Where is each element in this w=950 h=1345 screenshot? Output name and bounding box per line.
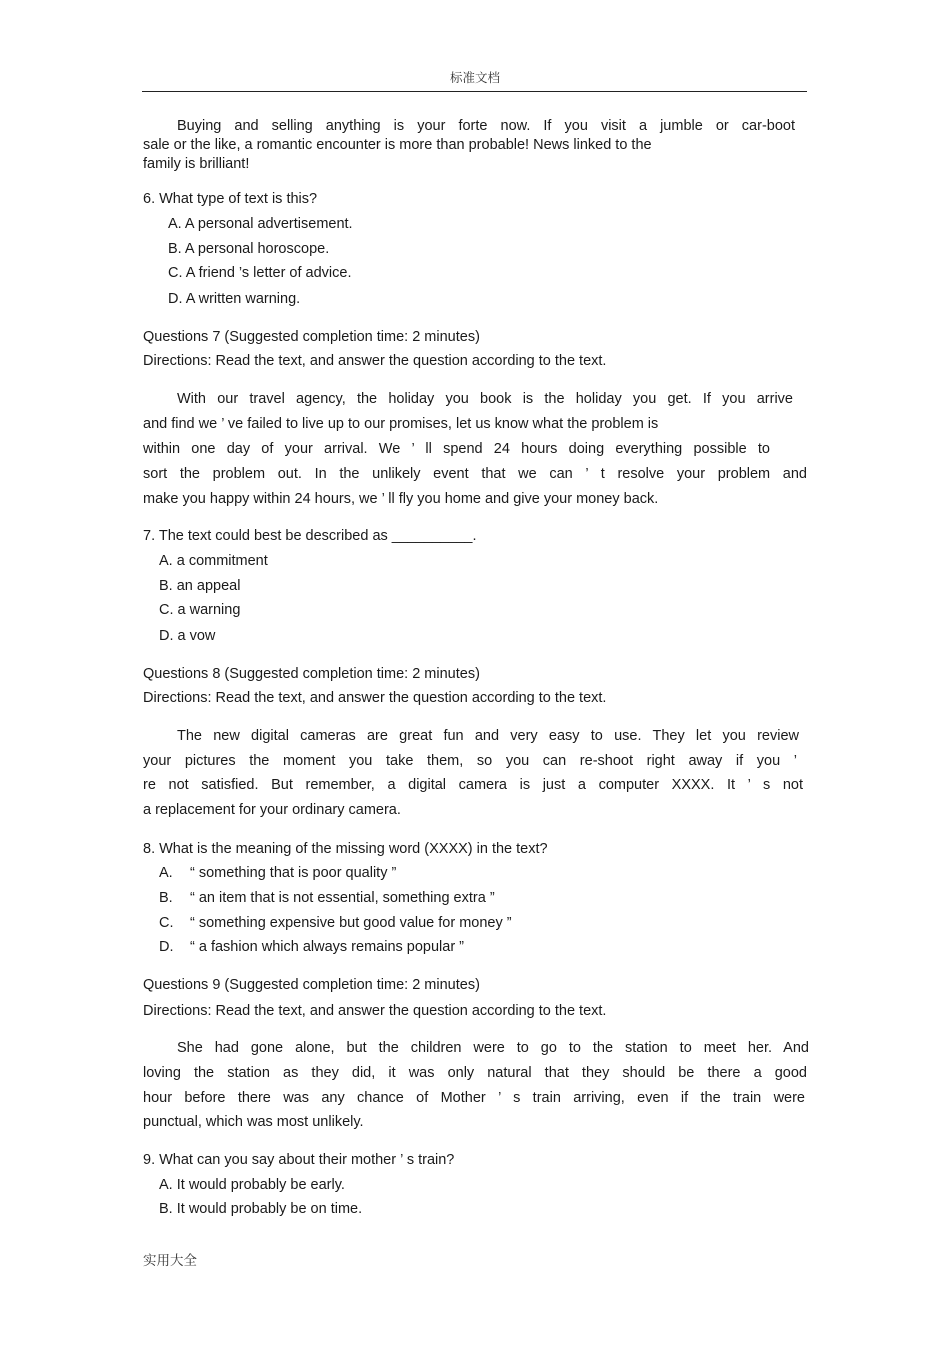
question-6-option-c: C. A friend ’s letter of advice. [168,265,352,281]
section-8-directions: Directions: Read the text, and answer the question according to the text. [143,690,607,706]
question-8-option-d-text: “ a fashion which always remains popular ” [190,939,465,955]
question-9-option-b: B. It would probably be on time. [159,1201,363,1217]
question-6-option-b: B. A personal horoscope. [168,241,330,257]
question-8-option-a-letter: A. [159,865,173,881]
passage-8-line-4: a replacement for your ordinary camera. [143,802,401,818]
question-7-option-b: B. an appeal [159,578,241,594]
question-6-option-a: A. A personal advertisement. [168,216,353,232]
header-divider [142,91,807,92]
question-9-option-a: A. It would probably be early. [159,1177,345,1193]
section-7-directions: Directions: Read the text, and answer the question according to the text. [143,353,607,369]
question-7-option-a: A. a commitment [159,553,268,569]
passage-7-line-1: With our travel agency, the holiday you book is the holiday you get. If you arrive [177,391,793,407]
passage-9-line-1: She had gone alone, but the children were to go to the station to meet her. And [177,1040,809,1056]
question-8-option-a-text: “ something that is poor quality ” [190,865,397,881]
section-9-heading: Questions 9 (Suggested completion time: 2 minutes) [143,977,480,993]
passage-7-line-2: and find we ’ ve failed to live up to our promises, let us know what the problem is [143,416,659,432]
passage-7-line-3: within one day of your arrival. We ’ ll spend 24 hours doing everything possible to [143,441,770,457]
passage-9-line-4: punctual, which was most unlikely. [143,1114,364,1130]
question-6-option-d: D. A written warning. [168,291,301,307]
question-8-option-b-text: “ an item that is not essential, something extra ” [190,890,495,906]
section-7-heading: Questions 7 (Suggested completion time: 2 minutes) [143,329,480,345]
question-8-option-b-letter: B. [159,890,173,906]
question-8-option-c-letter: C. [159,915,174,931]
passage-6-line-1: Buying and selling anything is your forte now. If you visit a jumble or car-boot [177,118,795,134]
section-8-heading: Questions 8 (Suggested completion time: 2 minutes) [143,666,480,682]
question-9: 9. What can you say about their mother ’ s train? [143,1152,455,1168]
passage-8-line-1: The new digital cameras are great fun and very easy to use. They let you review [177,728,799,744]
page-header: 标准文档 [449,71,500,85]
passage-9-line-3: hour before there was any chance of Mother ’ s train arriving, even if the train were [143,1090,805,1106]
question-8-option-c-text: “ something expensive but good value for money ” [190,915,512,931]
passage-9-line-2: loving the station as they did, it was only natural that they should be there a good [143,1065,807,1081]
question-8: 8. What is the meaning of the missing word (XXXX) in the text? [143,841,548,857]
passage-7-line-4: sort the problem out. In the unlikely event that we can ’ t resolve your problem and [143,466,807,482]
passage-6-line-2: sale or the like, a romantic encounter is more than probable! News linked to the [143,137,652,153]
question-7-option-d: D. a vow [159,628,216,644]
question-6: 6. What type of text is this? [143,191,318,207]
passage-7-line-5: make you happy within 24 hours, we ’ ll fly you home and give your money back. [143,491,659,507]
question-7: 7. The text could best be described as __________. [143,528,477,544]
page-footer: 实用大全 [143,1253,197,1268]
question-8-option-d-letter: D. [159,939,174,955]
passage-6-line-3: family is brilliant! [143,156,250,172]
section-9-directions: Directions: Read the text, and answer the question according to the text. [143,1003,607,1019]
question-7-option-c: C. a warning [159,602,241,618]
passage-8-line-2: your pictures the moment you take them, so you can re-shoot right away if you ’ [143,753,797,769]
passage-8-line-3: re not satisfied. But remember, a digital camera is just a computer XXXX. It ’ s not [143,777,803,793]
